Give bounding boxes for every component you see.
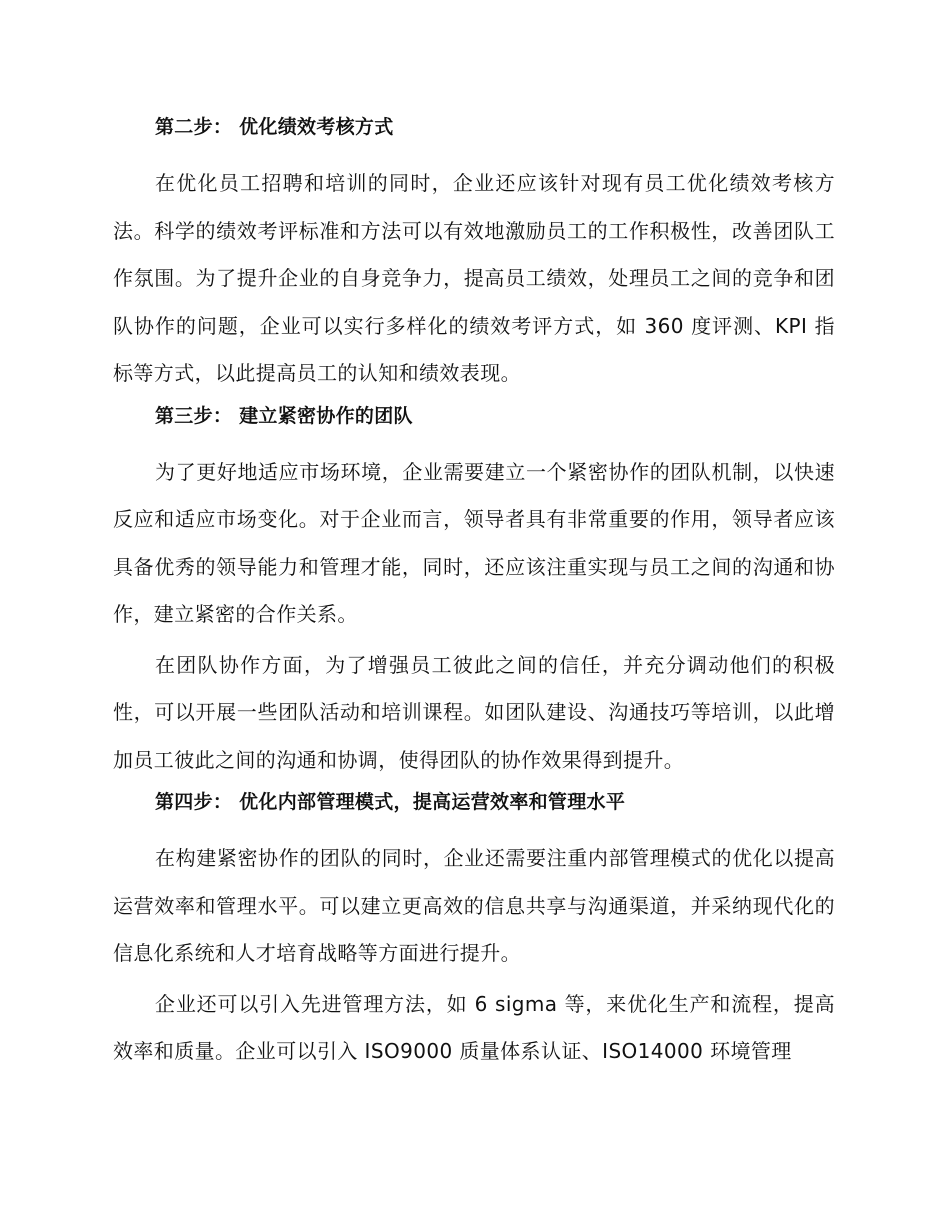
section-step-3 [113, 401, 835, 785]
section-heading: 第二步： 优化绩效考核方式 [155, 116, 394, 138]
section-heading: 第四步： 优化内部管理模式，提高运营效率和管理水平 [155, 791, 626, 813]
paragraph: 为了更好地适应市场环境，企业需要建立一个紧密协作的团队机制，以快速反应和适应市场变化。对于企业而言，领导者具有非常重要的作用，领导者应该具备优秀的领导能力和管理才能，同时，还应该注重实现与员工之间的沟通和协作，建立紧密的合作关系。 [113, 459, 835, 626]
section-heading: 第三步： 建立紧密协作的团队 [155, 404, 413, 427]
paragraph: 在构建紧密协作的团队的同时，企业还需要注重内部管理模式的优化以提高运营效率和管理水平。可以建立更高效的信息共享与沟通渠道，并采纳现代化的信息化系统和人才培育战略等方面进行提升。 [113, 846, 835, 965]
paragraph: 在团队协作方面，为了增强员工彼此之间的信任，并充分调动他们的积极性，可以开展一些团队活动和培训课程。如团队建设、沟通技巧等培训，以此增加员工彼此之间的沟通和协调，使得团队的协作效果得到提升。 [113, 652, 835, 772]
section-step-2 [113, 112, 835, 398]
paragraph: 在优化员工招聘和培训的同时，企业还应该针对现有员工优化绩效考核方法。科学的绩效考评标准和方法可以有效地激励员工的工作积极性，改善团队工作氛围。为了提升企业的自身竞争力，提高员工绩效，处理员工之间的竞争和团队协作的问题，企业可以实行多样化的绩效考评方式，如 360 度评测、KPI 指标等方式，以此提高员工的认知和绩效表现。 [113, 171, 835, 385]
paragraph: 企业还可以引入先进管理方法，如 6 sigma 等，来优化生产和流程，提高效率和质量。企业可以引入 ISO9000 质量体系认证、ISO14000 环境管理 [113, 991, 835, 1063]
section-step-4 [113, 787, 835, 1076]
